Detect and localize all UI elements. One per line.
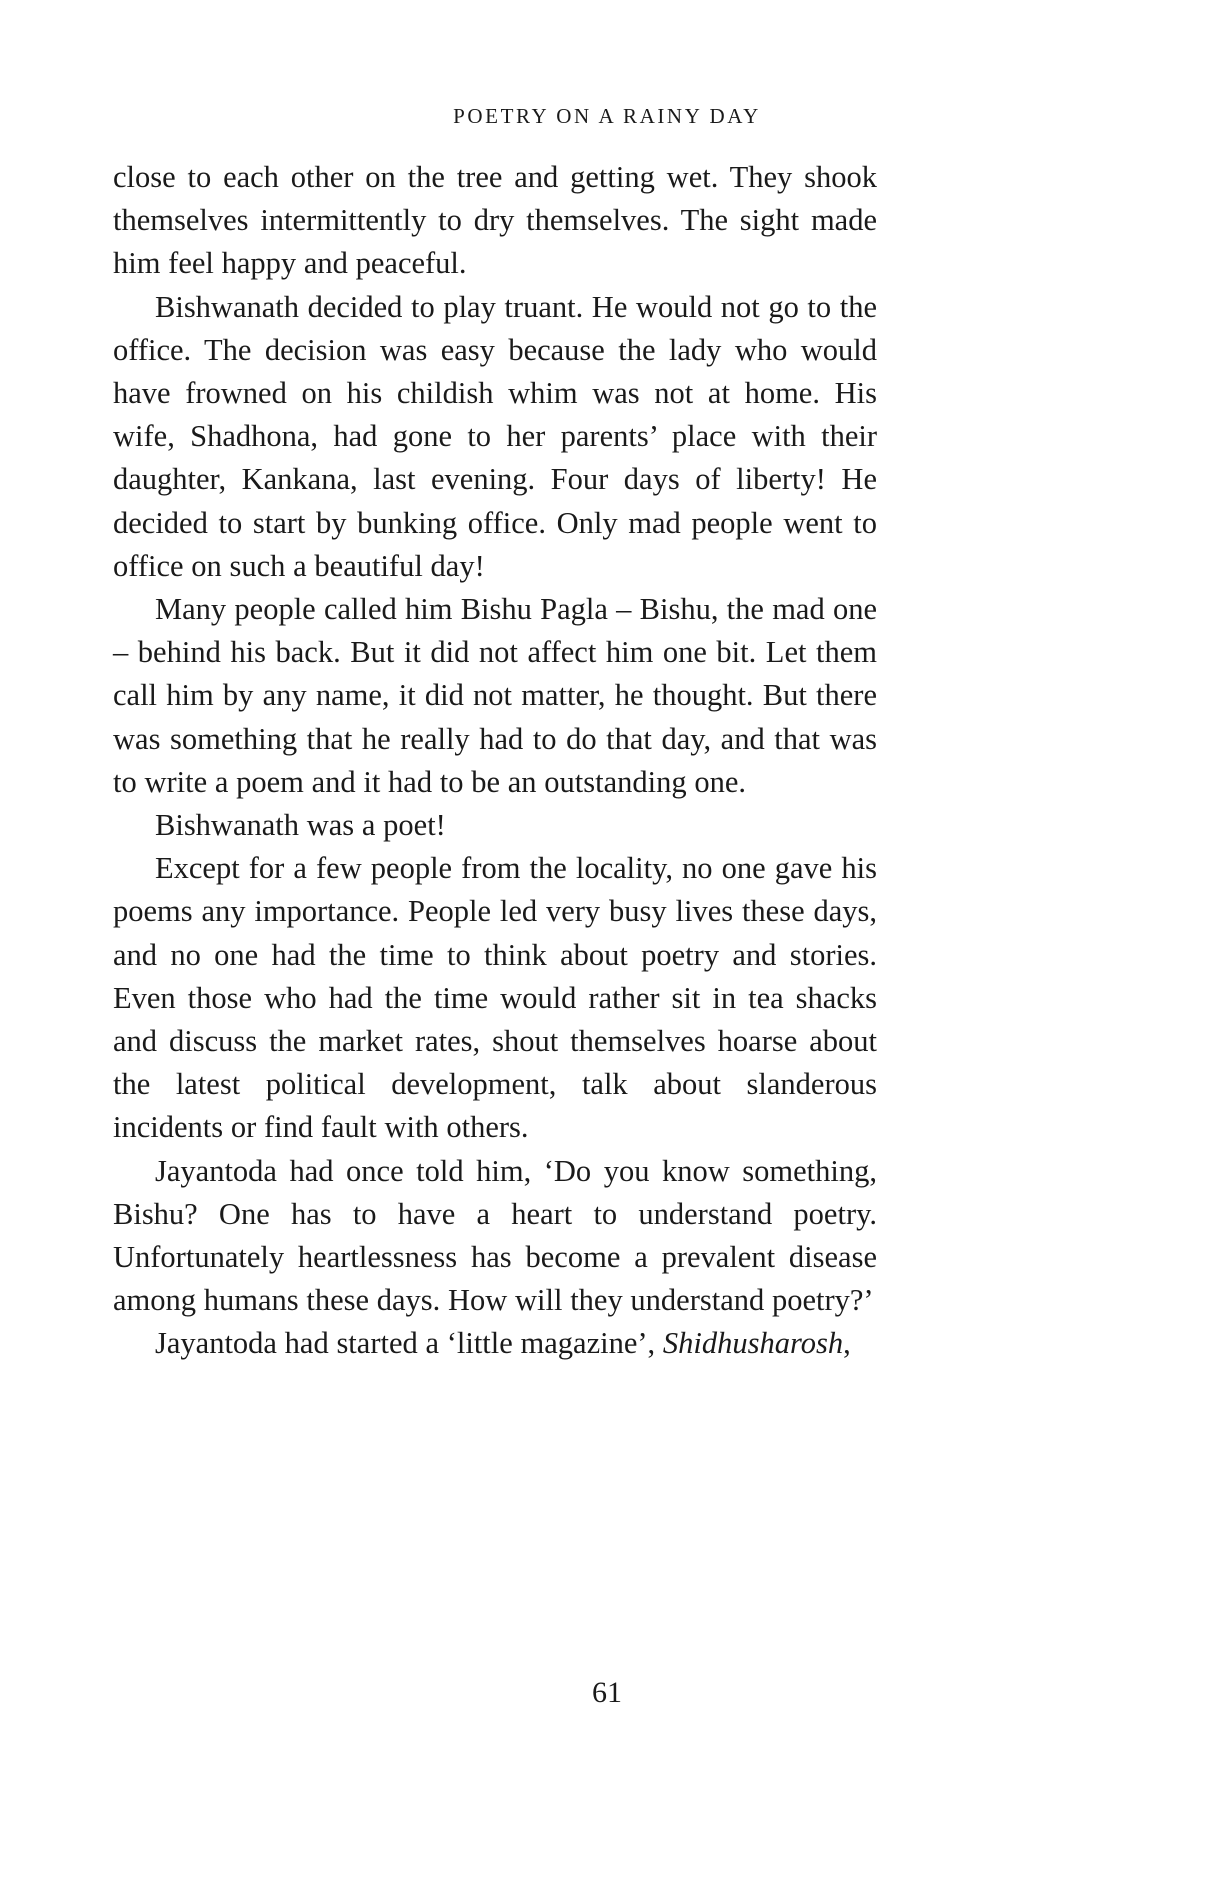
running-head: POETRY ON A RAINY DAY xyxy=(453,104,761,128)
paragraph: Bishwanath was a poet! xyxy=(155,808,446,843)
paragraph xyxy=(113,1322,877,1365)
body-text-block xyxy=(113,156,877,1366)
magazine-title: Shidhusharosh xyxy=(662,1326,844,1361)
paragraph: close to each other on the tree and getting wet. They shook themselves intermittently to dry themselves. The sight made him feel happy and peaceful. xyxy=(113,160,877,281)
paragraph-segment-roman: , xyxy=(843,1326,851,1361)
paragraph: Except for a few people from the locality, no one gave his poems any importance. People led very busy lives these days, and no one had the time to think about poetry and stories. Even those who had the time would rather sit in tea shacks and discuss the market rates, shout themselves hoarse about the latest political development, talk about slanderous incidents or find fault with others. xyxy=(113,851,877,1145)
page-number: 61 xyxy=(592,1676,622,1709)
paragraph: Many people called him Bishu Pagla – Bishu, the mad one – behind his back. But it did not affect him one bit. Let them call him by any name, it did not matter, he thought. But there was something that he really had to do that day, and that was to write a poem and it had to be an outstanding one. xyxy=(113,592,877,799)
paragraph: Jayantoda had once told him, ‘Do you know something, Bishu? One has to have a heart to understand poetry. Unfortunately heartlessness has become a prevalent disease among humans these days. How will they understand poetry?’ xyxy=(113,1153,877,1318)
paragraph: Bishwanath decided to play truant. He would not go to the office. The decision was easy because the lady who would have frowned on his childish whim was not at home. His wife, Shadhona, had gone to her parents’ place with their daughter, Kankana, last evening. Four days of liberty! He decided to start by bunking office. Only mad people went to office on such a beautiful day! xyxy=(113,289,877,583)
paragraph-segment-roman: Jayantoda had started a ‘little magazine’, xyxy=(155,1326,663,1361)
